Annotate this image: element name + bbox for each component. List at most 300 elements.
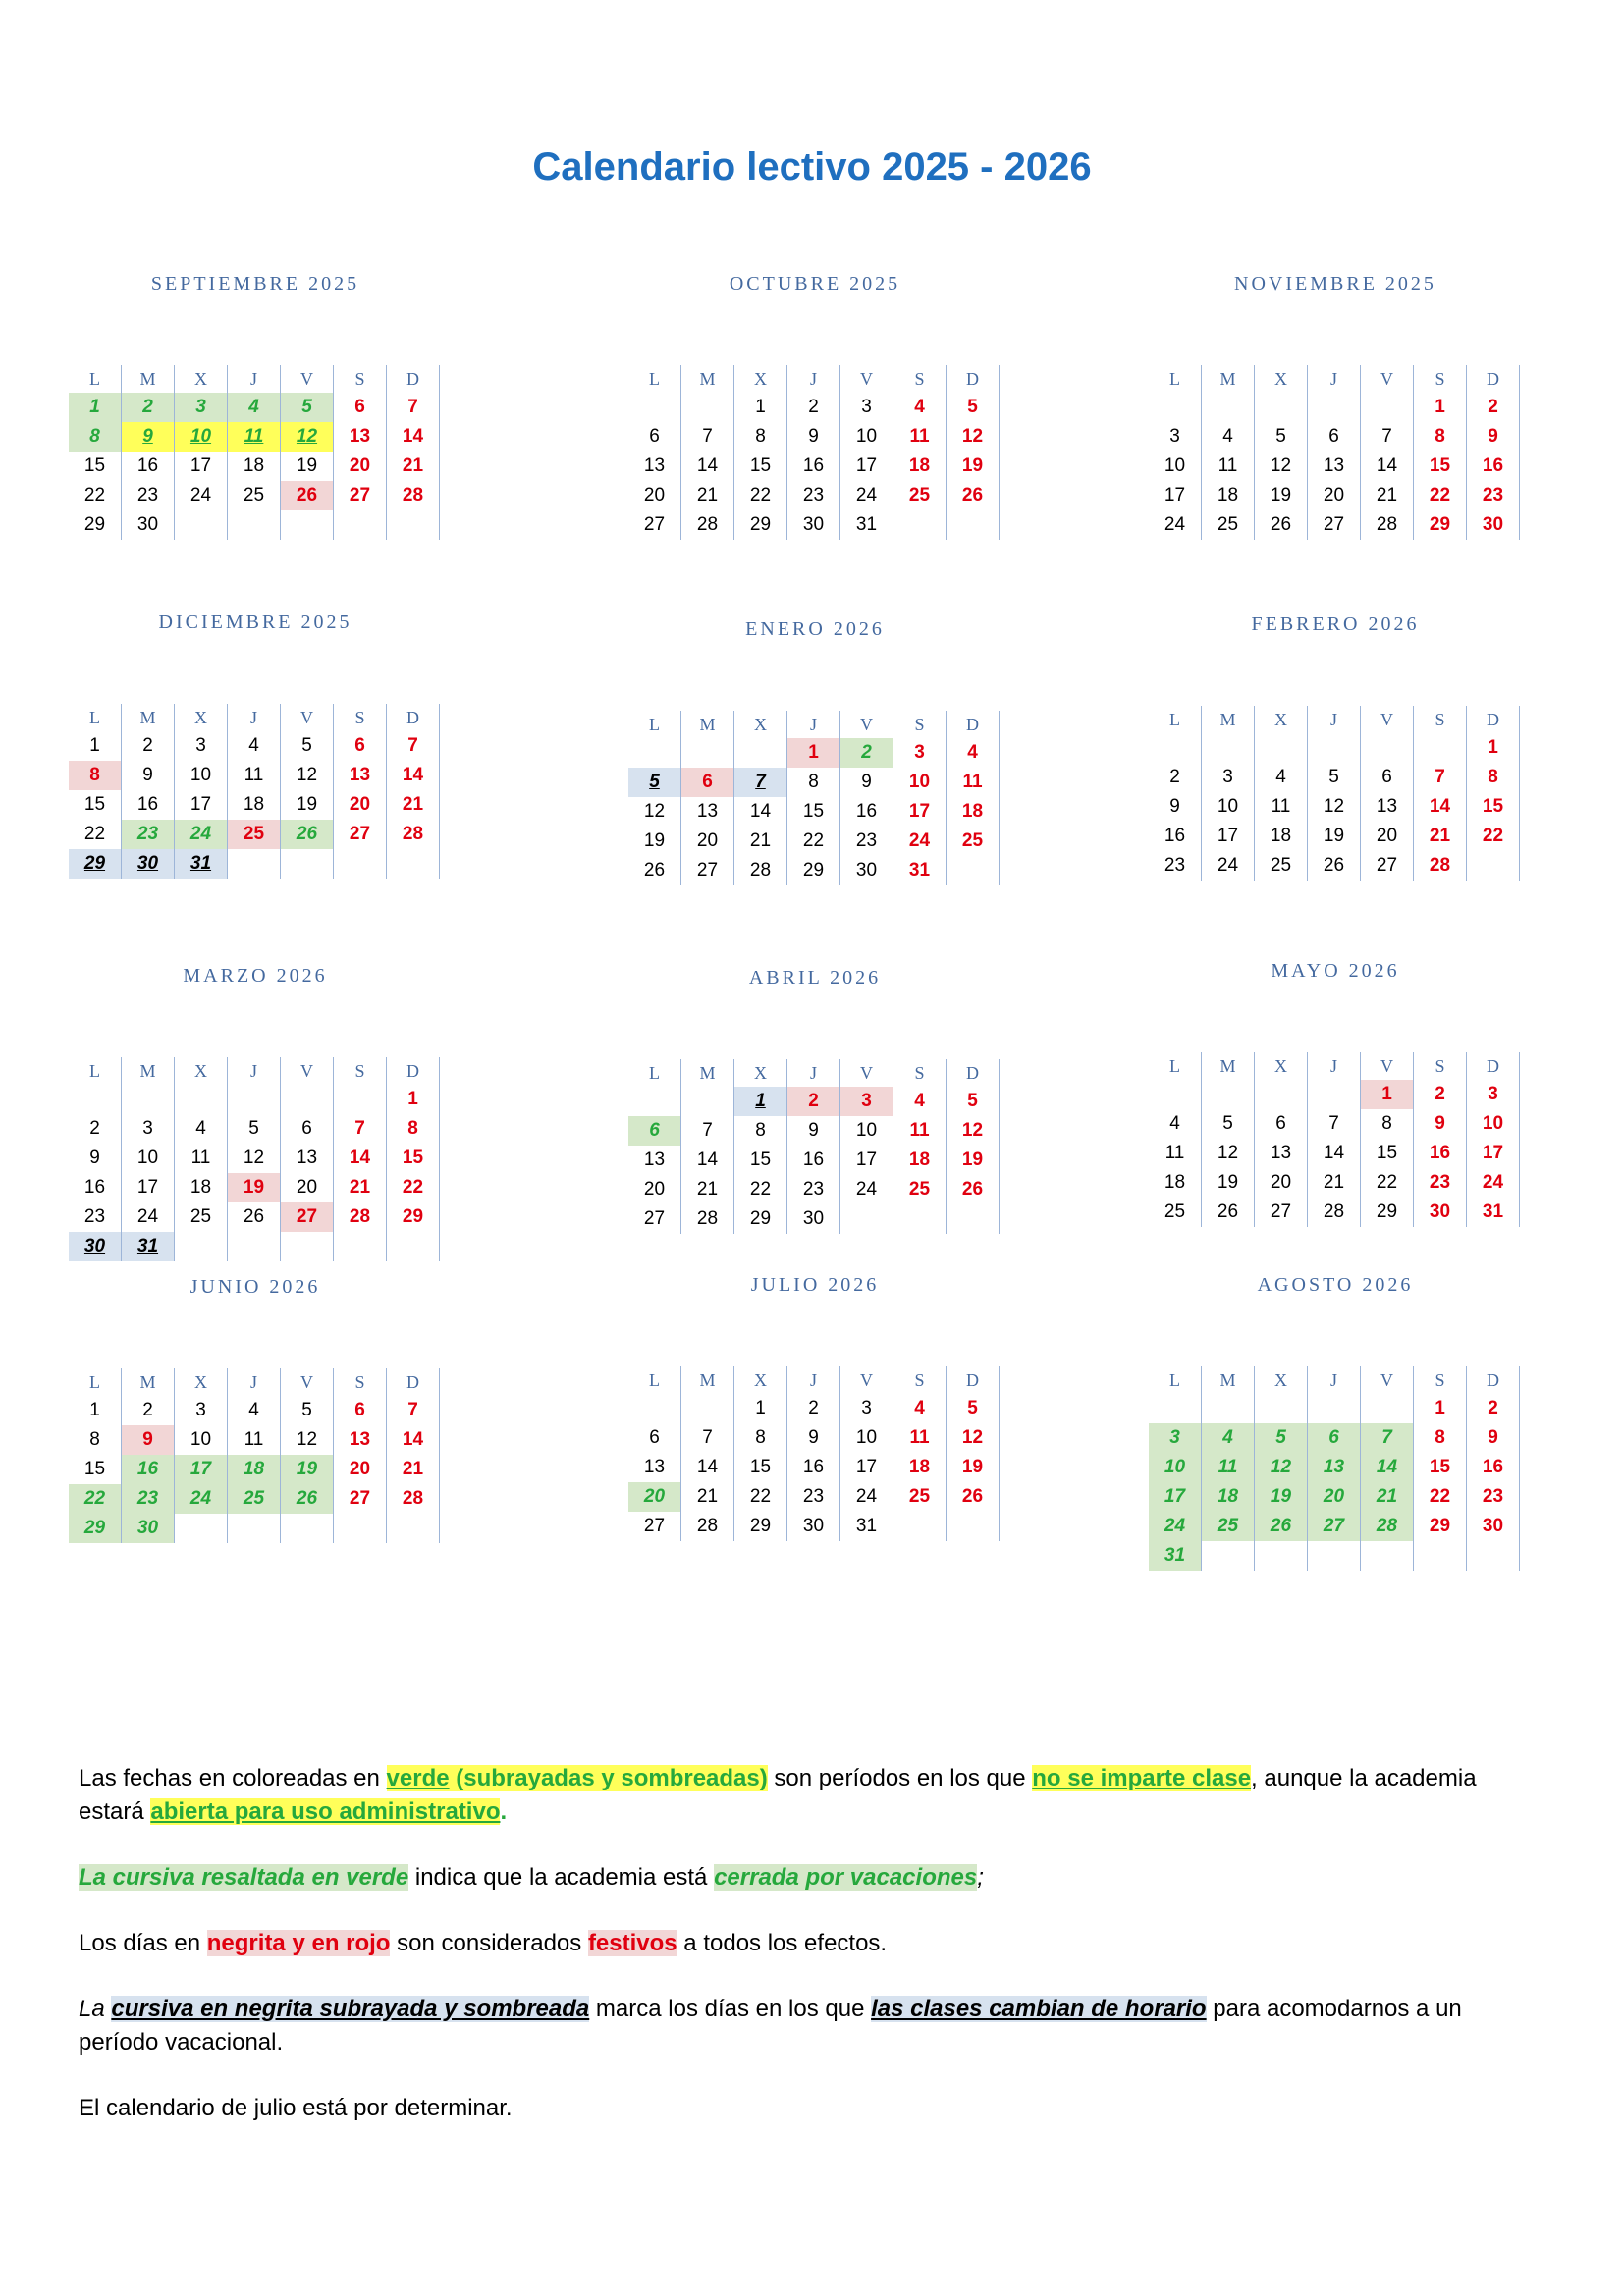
day-cell: 5 [947, 393, 1000, 422]
day-cell: 17 [122, 1173, 175, 1202]
week-row [69, 1425, 440, 1455]
day-cell [1202, 1080, 1255, 1109]
day-cell: 6 [1308, 1423, 1361, 1453]
day-cell [1414, 733, 1467, 763]
day-cell: 18 [228, 1455, 281, 1484]
day-cell: 15 [1467, 792, 1520, 822]
month-name: JULIO 2026 [750, 1274, 880, 1296]
weekday-header: M [681, 1059, 734, 1087]
day-cell [334, 1232, 387, 1261]
day-cell: 28 [387, 481, 440, 510]
legend-holiday-word: festivos [587, 1930, 677, 1956]
month-calendar [1149, 614, 1522, 881]
day-cell: 8 [69, 1425, 122, 1455]
day-cell: 5 [947, 1394, 1000, 1423]
month-name: MARZO 2026 [183, 965, 328, 987]
day-cell: 23 [787, 1175, 840, 1204]
day-cell: 27 [1308, 510, 1361, 540]
day-cell: 5 [947, 1087, 1000, 1116]
day-cell [228, 1085, 281, 1114]
day-cell: 28 [1361, 510, 1414, 540]
day-cell: 17 [840, 452, 893, 481]
weekday-header: M [1202, 365, 1255, 393]
week-row [1149, 851, 1520, 881]
day-cell: 12 [1255, 1453, 1308, 1482]
day-cell [281, 510, 334, 540]
day-cell: 21 [734, 827, 787, 856]
day-cell: 8 [1361, 1109, 1414, 1139]
day-cell: 12 [1202, 1139, 1255, 1168]
day-cell [681, 393, 734, 422]
day-cell [228, 510, 281, 540]
day-cell: 26 [947, 1482, 1000, 1512]
day-cell: 15 [734, 1453, 787, 1482]
month-calendar [69, 1276, 442, 1543]
day-cell: 9 [122, 1425, 175, 1455]
day-cell: 18 [228, 452, 281, 481]
weekday-header: V [840, 1059, 893, 1087]
day-cell [281, 1085, 334, 1114]
day-cell: 25 [228, 1484, 281, 1514]
day-cell: 27 [628, 510, 681, 540]
day-cell: 17 [1149, 1482, 1202, 1512]
day-cell [681, 1087, 734, 1116]
day-cell [1308, 1080, 1361, 1109]
day-cell: 4 [893, 1394, 947, 1423]
day-cell: 25 [947, 827, 1000, 856]
day-cell: 11 [893, 1116, 947, 1146]
day-cell: 14 [334, 1144, 387, 1173]
week-row [628, 1146, 1000, 1175]
day-cell: 11 [175, 1144, 228, 1173]
day-cell [681, 1394, 734, 1423]
day-cell: 20 [628, 481, 681, 510]
day-cell [1255, 393, 1308, 422]
legend-closed-vacation: cerrada por vacaciones [714, 1864, 978, 1891]
week-row [1149, 481, 1520, 510]
day-cell: 14 [387, 422, 440, 452]
day-cell: 6 [334, 731, 387, 761]
day-cell: 4 [947, 738, 1000, 768]
week-row [69, 1232, 440, 1261]
day-cell: 25 [1255, 851, 1308, 881]
legend-text: son considerados [390, 1930, 588, 1956]
day-cell: 1 [1467, 733, 1520, 763]
weekday-header: L [1149, 365, 1202, 393]
day-cell: 29 [734, 1204, 787, 1234]
day-cell: 3 [1202, 763, 1255, 792]
day-cell: 7 [334, 1114, 387, 1144]
day-cell: 25 [228, 481, 281, 510]
day-cell: 10 [1149, 452, 1202, 481]
legend-green [79, 1762, 1532, 1829]
day-cell: 3 [175, 393, 228, 422]
day-cell [387, 510, 440, 540]
week-row [628, 1394, 1000, 1423]
day-cell: 17 [893, 797, 947, 827]
day-cell: 23 [840, 827, 893, 856]
weekday-header: D [1467, 1366, 1520, 1394]
weekday-header: S [1414, 1366, 1467, 1394]
day-cell [1361, 733, 1414, 763]
day-cell [947, 1204, 1000, 1234]
legend-bold-red: negrita y en rojo [206, 1930, 391, 1956]
weekday-header: V [1361, 365, 1414, 393]
day-cell: 16 [1414, 1139, 1467, 1168]
day-cell [947, 856, 1000, 885]
day-cell: 18 [228, 790, 281, 820]
day-cell: 23 [1467, 481, 1520, 510]
weekday-header: X [734, 365, 787, 393]
day-cell: 16 [787, 452, 840, 481]
day-cell: 31 [840, 1512, 893, 1541]
day-cell: 29 [387, 1202, 440, 1232]
day-cell: 2 [122, 1396, 175, 1425]
day-cell [947, 1512, 1000, 1541]
day-cell: 2 [122, 731, 175, 761]
week-row [1149, 1541, 1520, 1571]
weekday-header: J [1308, 706, 1361, 733]
day-cell: 8 [734, 1116, 787, 1146]
month-name: FEBRERO 2026 [1251, 614, 1420, 635]
day-cell: 4 [175, 1114, 228, 1144]
day-cell: 5 [1308, 763, 1361, 792]
day-cell: 6 [681, 768, 734, 797]
weekday-header: S [334, 365, 387, 393]
month-calendar [1149, 960, 1522, 1227]
day-cell [1308, 733, 1361, 763]
day-cell: 18 [893, 1453, 947, 1482]
month-grid [69, 704, 440, 879]
day-cell: 1 [734, 393, 787, 422]
month-name: ABRIL 2026 [748, 967, 882, 988]
day-cell: 11 [893, 1423, 947, 1453]
day-cell: 30 [122, 849, 175, 879]
day-cell [893, 1512, 947, 1541]
day-cell: 9 [787, 422, 840, 452]
day-cell: 24 [175, 820, 228, 849]
week-row [69, 1144, 440, 1173]
week-row [1149, 1453, 1520, 1482]
day-cell [228, 1514, 281, 1543]
day-cell: 10 [122, 1144, 175, 1173]
day-cell: 11 [228, 1425, 281, 1455]
week-row [628, 510, 1000, 540]
day-cell [1255, 733, 1308, 763]
day-cell: 12 [228, 1144, 281, 1173]
day-cell: 9 [69, 1144, 122, 1173]
weekday-header: V [281, 1368, 334, 1396]
day-cell: 22 [1361, 1168, 1414, 1198]
day-cell [1308, 1394, 1361, 1423]
week-row [1149, 1109, 1520, 1139]
legend-text: indica que la academia está [408, 1864, 715, 1891]
day-cell: 3 [122, 1114, 175, 1144]
week-row [628, 1116, 1000, 1146]
day-cell [387, 1232, 440, 1261]
weekday-header: M [122, 1057, 175, 1085]
day-cell: 9 [1414, 1109, 1467, 1139]
day-cell: 15 [1414, 452, 1467, 481]
day-cell: 23 [1414, 1168, 1467, 1198]
day-cell: 2 [1467, 393, 1520, 422]
weekday-header: L [628, 1366, 681, 1394]
day-cell: 10 [1467, 1109, 1520, 1139]
day-cell: 7 [1308, 1109, 1361, 1139]
day-cell [628, 738, 681, 768]
weekday-header: S [334, 1057, 387, 1085]
day-cell: 13 [1308, 452, 1361, 481]
day-cell: 7 [1361, 1423, 1414, 1453]
weekday-header: D [387, 1368, 440, 1396]
day-cell: 25 [893, 481, 947, 510]
week-row [69, 849, 440, 879]
weekday-header: M [122, 365, 175, 393]
day-cell [840, 1204, 893, 1234]
day-cell: 22 [387, 1173, 440, 1202]
month-grid [69, 1057, 440, 1261]
day-cell [334, 510, 387, 540]
weekday-header: L [1149, 1052, 1202, 1080]
day-cell [893, 510, 947, 540]
weekday-header: X [734, 1059, 787, 1087]
day-cell: 21 [1361, 481, 1414, 510]
day-cell: 1 [787, 738, 840, 768]
legend-admin-open: abierta para uso administrativo [150, 1798, 501, 1825]
legend-italic-green: La cursiva resaltada en verde [79, 1864, 409, 1891]
week-row [628, 856, 1000, 885]
day-cell: 16 [122, 790, 175, 820]
day-cell [1149, 1394, 1202, 1423]
day-cell: 26 [281, 1484, 334, 1514]
day-cell: 13 [334, 761, 387, 790]
day-cell: 30 [1467, 1512, 1520, 1541]
page-title: Calendario lectivo 2025 - 2026 [532, 145, 1092, 188]
legend-schedule-style: cursiva en negrita subrayada y sombreada [111, 1996, 590, 2022]
day-cell: 29 [69, 510, 122, 540]
day-cell: 10 [175, 1425, 228, 1455]
day-cell: 27 [628, 1204, 681, 1234]
day-cell: 17 [1202, 822, 1255, 851]
week-row [1149, 1080, 1520, 1109]
day-cell: 29 [1414, 510, 1467, 540]
week-row [69, 1455, 440, 1484]
day-cell: 27 [681, 856, 734, 885]
weekday-header: V [840, 711, 893, 738]
week-row [69, 1173, 440, 1202]
day-cell: 6 [1361, 763, 1414, 792]
day-cell: 3 [175, 1396, 228, 1425]
day-cell: 9 [122, 761, 175, 790]
day-cell: 30 [840, 856, 893, 885]
day-cell: 25 [893, 1175, 947, 1204]
weekday-header: J [787, 365, 840, 393]
day-cell: 2 [787, 393, 840, 422]
weekday-header: D [1467, 365, 1520, 393]
month-calendar [69, 273, 442, 540]
day-cell: 30 [122, 1514, 175, 1543]
day-cell [281, 1232, 334, 1261]
weekday-header: V [840, 365, 893, 393]
day-cell: 28 [1308, 1198, 1361, 1227]
weekday-header: J [1308, 1366, 1361, 1394]
week-row [1149, 1168, 1520, 1198]
day-cell: 19 [1255, 481, 1308, 510]
day-cell: 5 [228, 1114, 281, 1144]
day-cell: 29 [734, 510, 787, 540]
month-grid [1149, 706, 1520, 881]
weekday-header: J [228, 1368, 281, 1396]
day-cell [1308, 1541, 1361, 1571]
day-cell: 3 [175, 731, 228, 761]
weekday-header: L [69, 365, 122, 393]
day-cell [175, 1232, 228, 1261]
weekday-header: L [628, 711, 681, 738]
day-cell: 4 [228, 393, 281, 422]
day-cell: 15 [69, 452, 122, 481]
day-cell: 24 [122, 1202, 175, 1232]
week-row [1149, 822, 1520, 851]
week-row [628, 797, 1000, 827]
day-cell: 26 [947, 481, 1000, 510]
legend-green-word: verde [386, 1765, 450, 1791]
day-cell: 25 [1202, 1512, 1255, 1541]
day-cell: 27 [334, 481, 387, 510]
legend-text: para acomodarnos a un período vacacional. [79, 1996, 1462, 2056]
day-cell: 31 [1149, 1541, 1202, 1571]
day-cell: 14 [681, 452, 734, 481]
week-row [628, 422, 1000, 452]
day-cell: 25 [228, 820, 281, 849]
day-cell: 7 [387, 1396, 440, 1425]
weekday-header: J [228, 1057, 281, 1085]
day-cell: 24 [840, 1175, 893, 1204]
day-cell: 13 [1255, 1139, 1308, 1168]
day-cell: 28 [1361, 1512, 1414, 1541]
legend-text: . [500, 1798, 508, 1825]
day-cell: 17 [1149, 481, 1202, 510]
day-cell [1361, 1394, 1414, 1423]
day-cell [628, 1087, 681, 1116]
day-cell: 1 [69, 393, 122, 422]
day-cell: 7 [681, 1116, 734, 1146]
day-cell [1255, 1541, 1308, 1571]
weekday-header: D [947, 1059, 1000, 1087]
day-cell: 18 [1149, 1168, 1202, 1198]
day-cell: 6 [1255, 1109, 1308, 1139]
day-cell: 22 [69, 820, 122, 849]
weekday-header: M [1202, 706, 1255, 733]
day-cell: 14 [1414, 792, 1467, 822]
weekday-header: V [1361, 1366, 1414, 1394]
legend-text: son períodos en los que [767, 1765, 1033, 1791]
day-cell: 5 [281, 1396, 334, 1425]
day-cell: 9 [787, 1116, 840, 1146]
day-cell: 14 [734, 797, 787, 827]
day-cell: 15 [1414, 1453, 1467, 1482]
day-cell: 23 [787, 1482, 840, 1512]
weekday-header: D [947, 711, 1000, 738]
day-cell: 18 [893, 1146, 947, 1175]
day-cell: 14 [681, 1453, 734, 1482]
day-cell: 26 [628, 856, 681, 885]
day-cell: 22 [1414, 481, 1467, 510]
month-name: SEPTIEMBRE 2025 [150, 273, 360, 294]
day-cell: 22 [734, 1482, 787, 1512]
day-cell: 11 [893, 422, 947, 452]
month-grid [628, 365, 1000, 540]
day-cell: 27 [334, 820, 387, 849]
month-name: AGOSTO 2026 [1257, 1274, 1414, 1296]
day-cell: 16 [1149, 822, 1202, 851]
day-cell: 28 [681, 510, 734, 540]
week-row [69, 422, 440, 452]
weekday-header: J [228, 704, 281, 731]
day-cell: 18 [175, 1173, 228, 1202]
day-cell: 6 [628, 1116, 681, 1146]
weekday-header: V [281, 704, 334, 731]
day-cell: 24 [1149, 1512, 1202, 1541]
week-row [69, 1202, 440, 1232]
day-cell: 28 [734, 856, 787, 885]
day-cell: 19 [228, 1173, 281, 1202]
day-cell: 3 [840, 1087, 893, 1116]
day-cell [1149, 1080, 1202, 1109]
day-cell: 30 [1414, 1198, 1467, 1227]
day-cell [175, 1514, 228, 1543]
day-cell: 1 [1414, 393, 1467, 422]
month-calendar [628, 1274, 1001, 1541]
day-cell: 15 [387, 1144, 440, 1173]
weekday-header: V [281, 365, 334, 393]
day-cell [334, 1514, 387, 1543]
day-cell: 18 [1202, 1482, 1255, 1512]
month-grid [1149, 1366, 1520, 1571]
week-row [628, 1453, 1000, 1482]
day-cell: 9 [840, 768, 893, 797]
weekday-header: L [69, 1368, 122, 1396]
day-cell: 3 [1467, 1080, 1520, 1109]
day-cell: 21 [1414, 822, 1467, 851]
day-cell: 4 [1255, 763, 1308, 792]
day-cell: 8 [387, 1114, 440, 1144]
weekday-header: L [1149, 1366, 1202, 1394]
day-cell: 3 [840, 393, 893, 422]
day-cell: 29 [734, 1512, 787, 1541]
day-cell: 21 [1361, 1482, 1414, 1512]
day-cell: 5 [1255, 422, 1308, 452]
day-cell [334, 849, 387, 879]
week-row [628, 1423, 1000, 1453]
day-cell: 25 [175, 1202, 228, 1232]
weekday-header: S [1414, 1052, 1467, 1080]
week-row [1149, 1423, 1520, 1453]
day-cell: 8 [1414, 1423, 1467, 1453]
day-cell: 22 [734, 481, 787, 510]
day-cell: 13 [281, 1144, 334, 1173]
day-cell: 21 [1308, 1168, 1361, 1198]
week-row [69, 820, 440, 849]
weekday-header: X [175, 1057, 228, 1085]
day-cell: 14 [1308, 1139, 1361, 1168]
day-cell: 26 [1255, 510, 1308, 540]
day-cell: 1 [734, 1394, 787, 1423]
week-row [628, 1482, 1000, 1512]
day-cell [1255, 1394, 1308, 1423]
week-row [69, 761, 440, 790]
weekday-header: X [175, 365, 228, 393]
day-cell: 24 [1202, 851, 1255, 881]
